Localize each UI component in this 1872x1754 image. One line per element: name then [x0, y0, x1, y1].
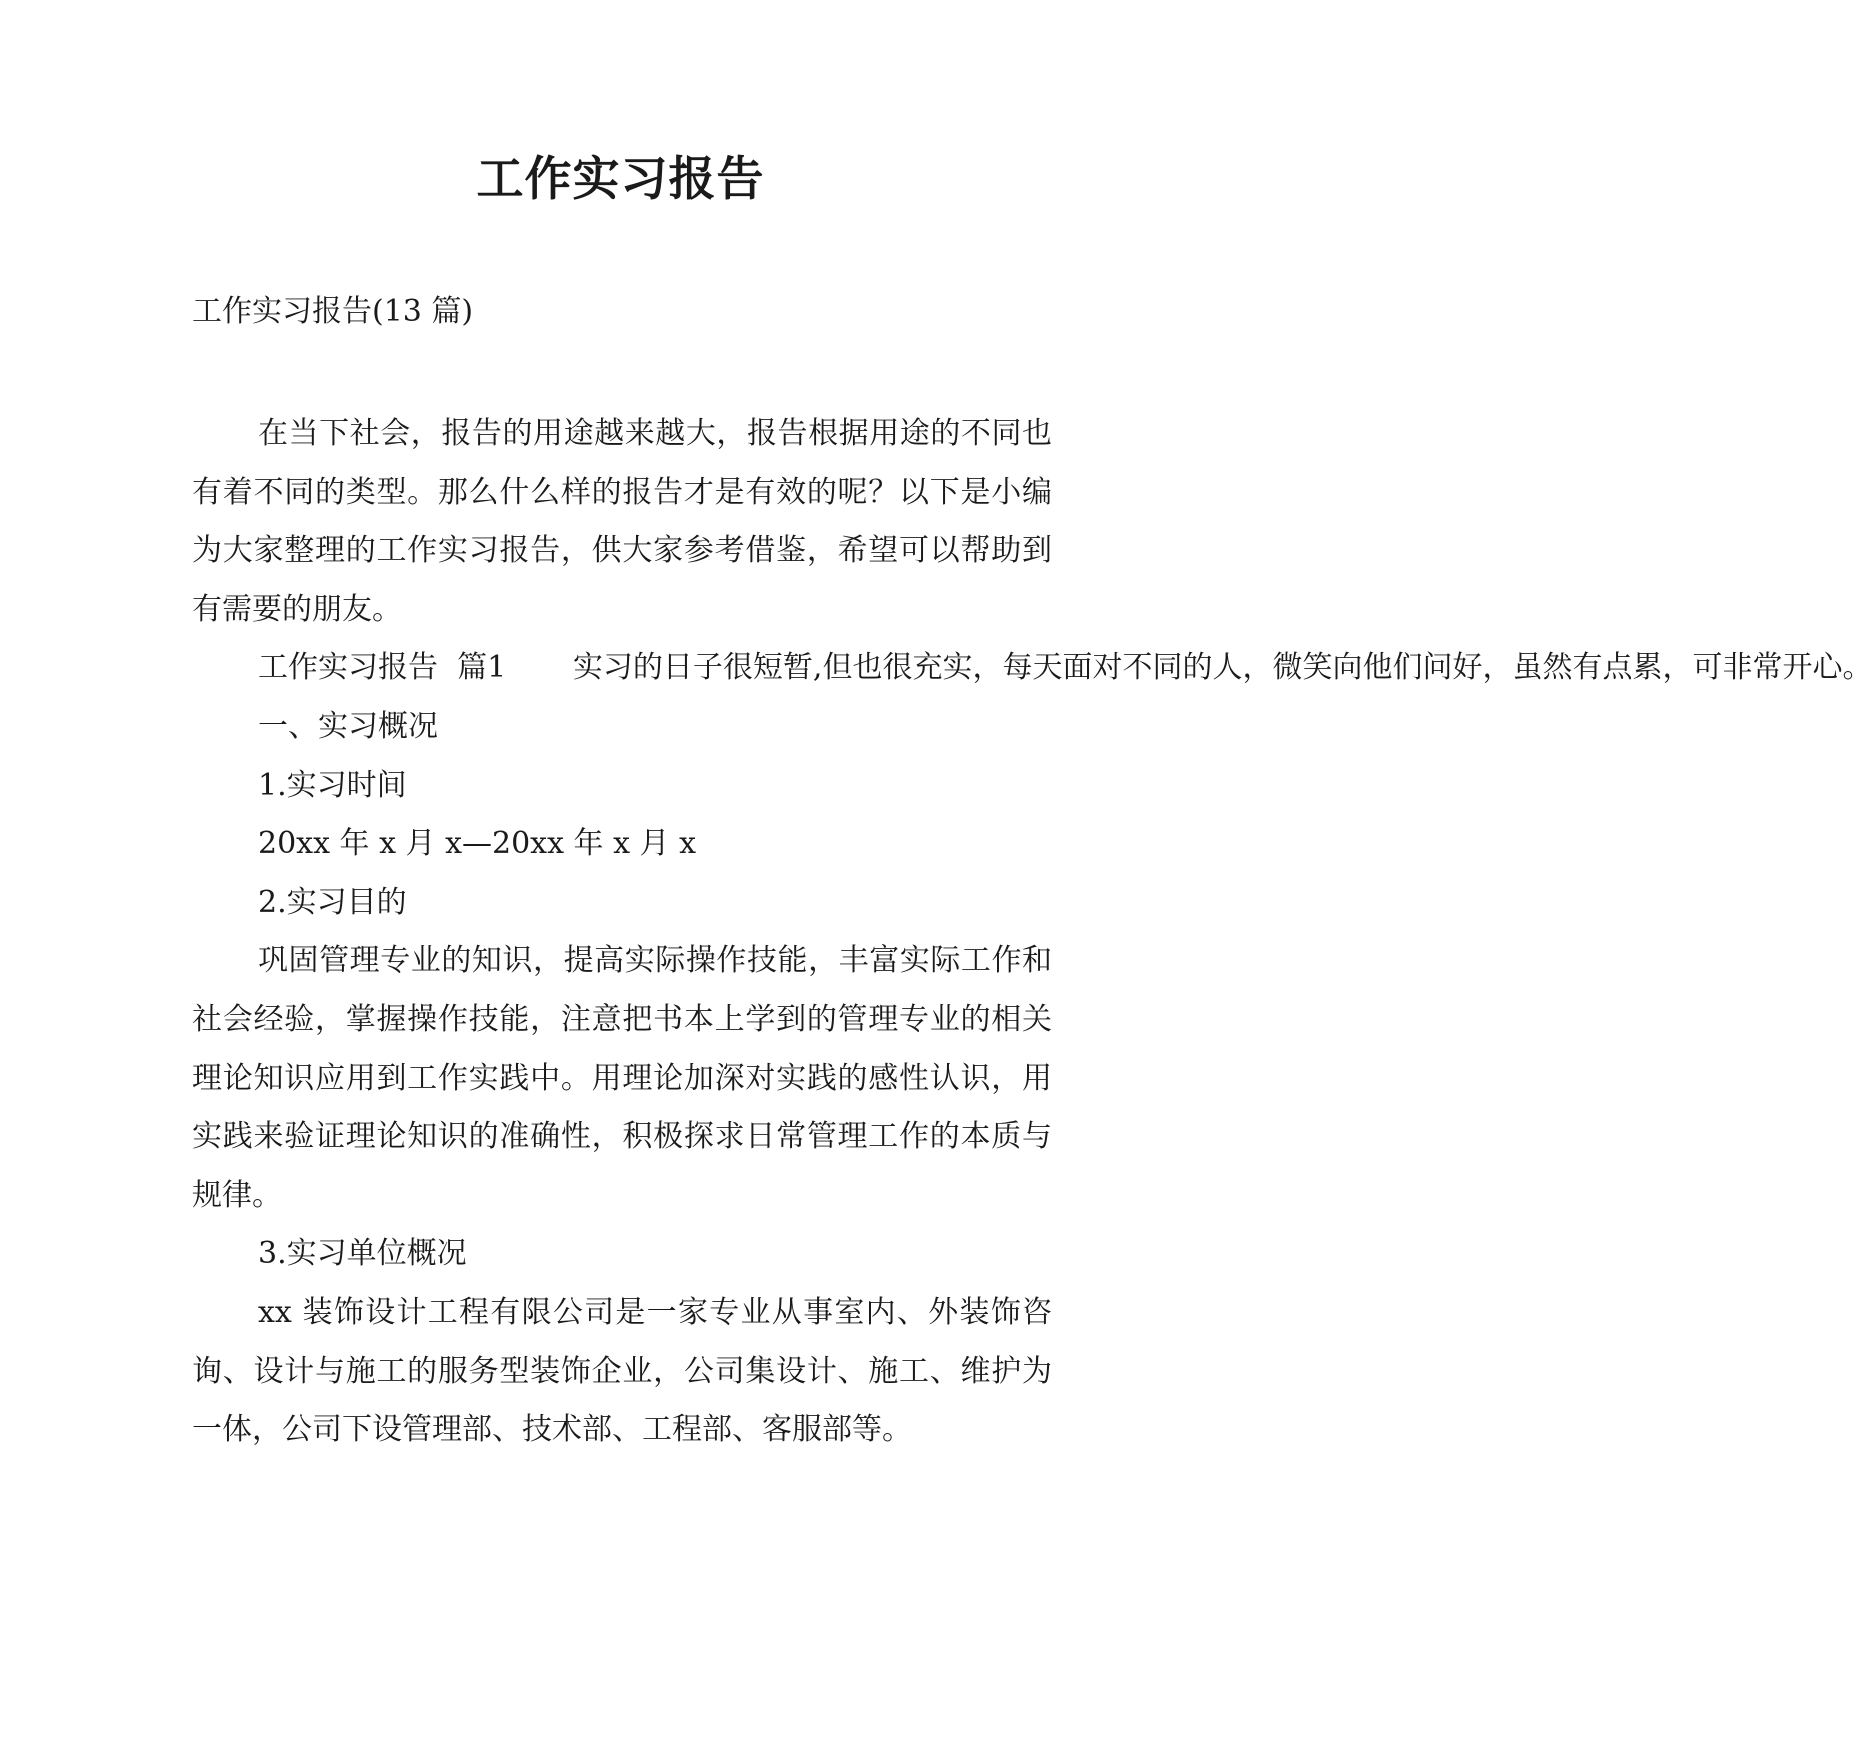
- paragraph-purpose: 巩固管理专业的知识，提高实际操作技能，丰富实际工作和社会经验，掌握操作技能，注意把书本上学到的管理专业的相关理论知识应用到工作实践中。用理论加深对实践的感性认识，用实践来验证理论知识的准确性，积极探求日常管理工作的本质与规律。: [192, 943, 1052, 1213]
- document-subtitle: 工作实习报告(13 篇): [192, 294, 474, 329]
- heading-company-overview: 3.实习单位概况: [258, 1236, 467, 1272]
- internship-date-range: 20xx 年 x 月 x—20xx 年 x 月 x: [258, 826, 696, 862]
- paragraph-company-overview: xx 装饰设计工程有限公司是一家专业从事室内、外装饰咨询、设计与施工的服务型装饰企业，公司集设计、施工、维护为一体，公司下设管理部、技术部、工程部、客服部等。: [192, 1294, 1052, 1448]
- heading-internship-time: 1.实习时间: [258, 767, 407, 803]
- paragraph-chapter-1-text: 工作实习报告 篇1 实习的日子很短暂,但也很充实，每天面对不同的人，微笑向他们问好，虽然有点累，可非常开心。: [258, 650, 1872, 686]
- paragraph-intro: 在当下社会，报告的用途越来越大，报告根据用途的不同也有着不同的类型。那么什么样的报告才是有效的呢？以下是小编为大家整理的工作实习报告，供大家参考借鉴，希望可以帮助到有需要的朋友。: [192, 416, 1052, 627]
- document-title: 工作实习报告: [476, 152, 765, 207]
- heading-internship-purpose: 2.实习目的: [258, 884, 407, 920]
- heading-section-1: 一、实习概况: [258, 708, 438, 744]
- document-body: [192, 405, 1872, 1460]
- paragraph-chapter-1-opening: [192, 639, 1872, 698]
